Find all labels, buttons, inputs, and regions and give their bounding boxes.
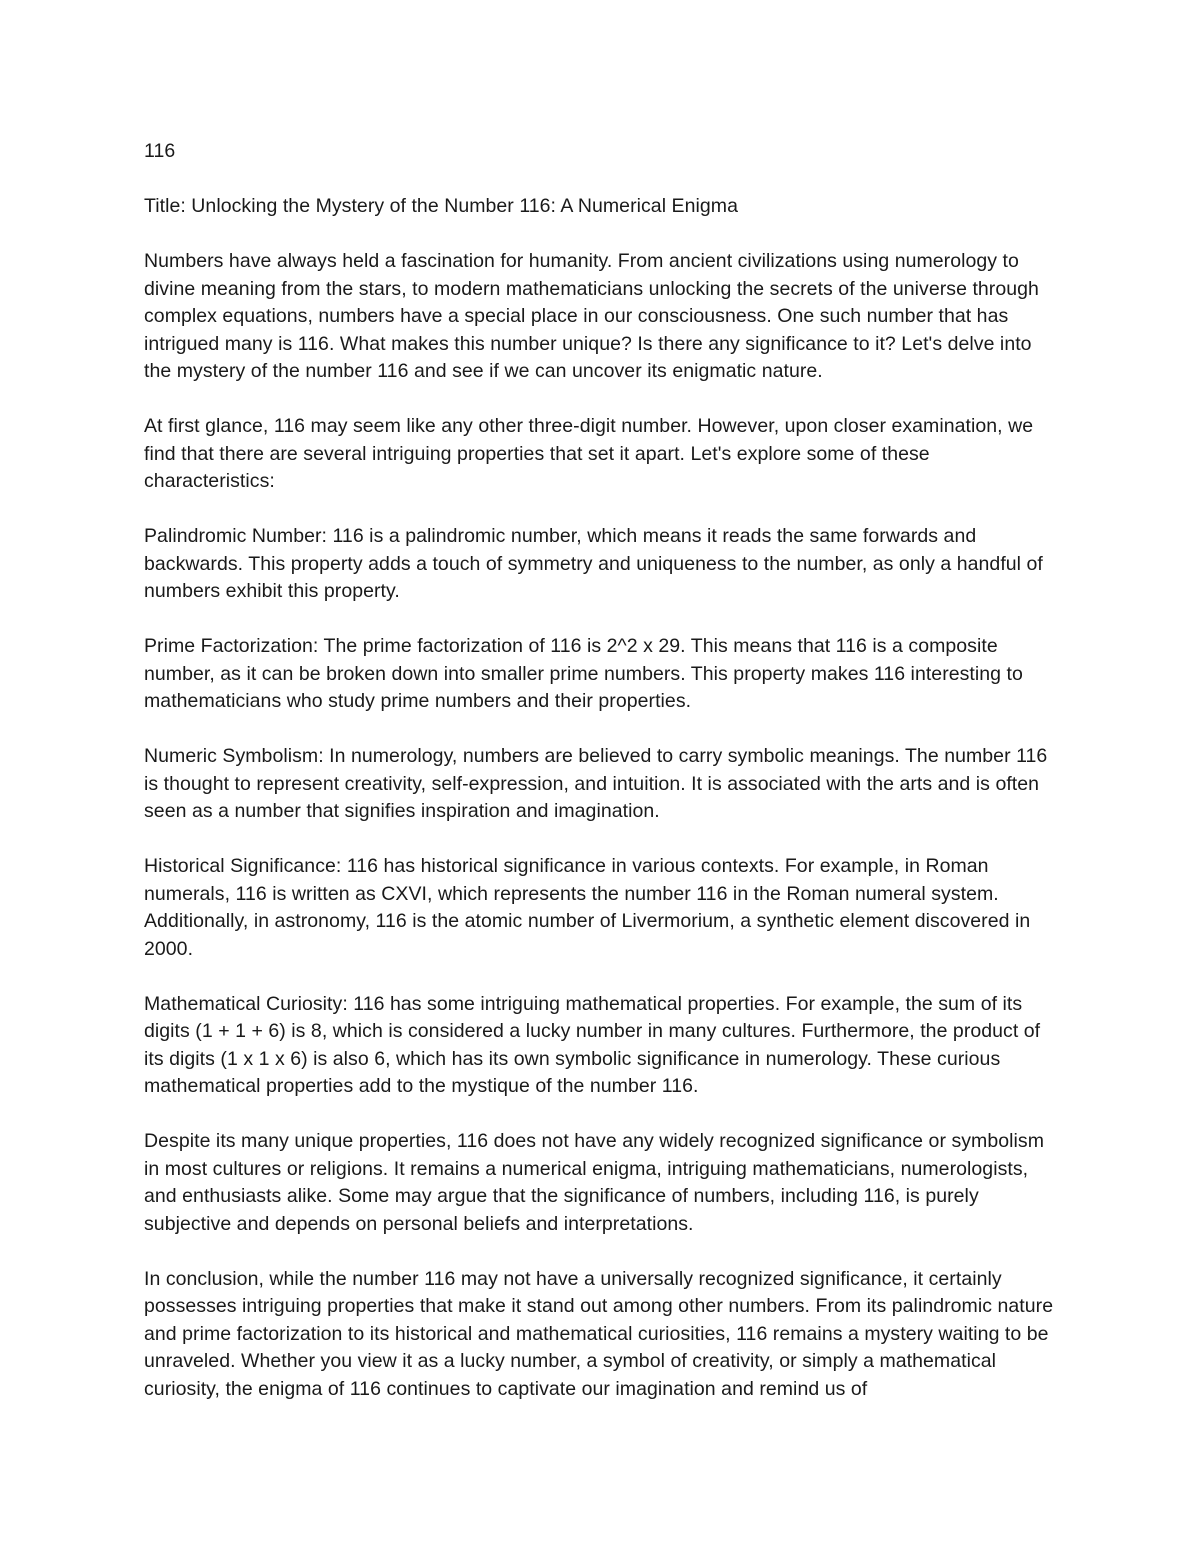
- paragraph-despite: Despite its many unique properties, 116 does not have any widely recognized significance or symbolism in most cultures or religions. It remains a numerical enigma, intriguing mathematicians, numerologists, and enthusiasts alike. Some may argue that the significance of numbers, including 116, is purely subjective and depends on personal beliefs and interpretations.: [144, 1130, 1044, 1235]
- paragraph-prime-factorization: Prime Factorization: The prime factorization of 116 is 2^2 x 29. This means that 116 is a composite number, as it can be broken down into smaller prime numbers. This property makes 116 interesting to mathematicians who study prime numbers and their properties.: [144, 635, 1023, 712]
- page-number: 116: [144, 140, 176, 162]
- paragraph-intro: Numbers have always held a fascination for humanity. From ancient civilizations using numerology to divine meaning from the stars, to modern mathematicians unlocking the secrets of the universe through complex equations, numbers have a special place in our consciousness. One such number that has intrigued many is 116. What makes this number unique? Is there any significance to it? Let's delve into the mystery of the number 116 and see if we can uncover its enigmatic nature.: [144, 250, 1039, 382]
- paragraph-conclusion: In conclusion, while the number 116 may not have a universally recognized significance, it certainly possesses intriguing properties that make it stand out among other numbers. From its palindromic nature and prime factorization to its historical and mathematical curiosities, 116 remains a mystery waiting to be unraveled. Whether you view it as a lucky number, a symbol of creativity, or simply a mathematical curiosity, the enigma of 116 continues to captivate our imagination and remind us of: [144, 1267, 1054, 1400]
- document-title: Title: Unlocking the Mystery of the Number 116: A Numerical Enigma: [144, 195, 738, 217]
- paragraph-historical-significance: Historical Significance: 116 has historical significance in various contexts. For example, in Roman numerals, 116 is written as CXVI, which represents the number 116 in the Roman numeral system. Additionally, in astronomy, 116 is the atomic number of Livermorium, a synthetic element discovered in 2000.: [144, 855, 1031, 960]
- paragraph-palindromic: Palindromic Number: 116 is a palindromic number, which means it reads the same forwards and backwards. This property adds a touch of symmetry and uniqueness to the number, as only a handful of numbers exhibit this property.: [144, 525, 1043, 602]
- paragraph-mathematical-curiosity: Mathematical Curiosity: 116 has some intriguing mathematical properties. For example, the sum of its digits (1 + 1 + 6) is 8, which is considered a lucky number in many cultures. Furthermore, the product of its digits (1 x 1 x 6) is also 6, which has its own symbolic significance in numerology. These curious mathematical properties add to the mystique of the number 116.: [144, 992, 1041, 1097]
- paragraph-first-glance: At first glance, 116 may seem like any other three-digit number. However, upon closer examination, we find that there are several intriguing properties that set it apart. Let's explore some of these characteristics:: [144, 415, 1034, 492]
- document-body: [144, 138, 1056, 1403]
- paragraph-numeric-symbolism: Numeric Symbolism: In numerology, numbers are believed to carry symbolic meanings. The number 116 is thought to represent creativity, self-expression, and intuition. It is associated with the arts and is often seen as a number that signifies inspiration and imagination.: [144, 745, 1048, 822]
